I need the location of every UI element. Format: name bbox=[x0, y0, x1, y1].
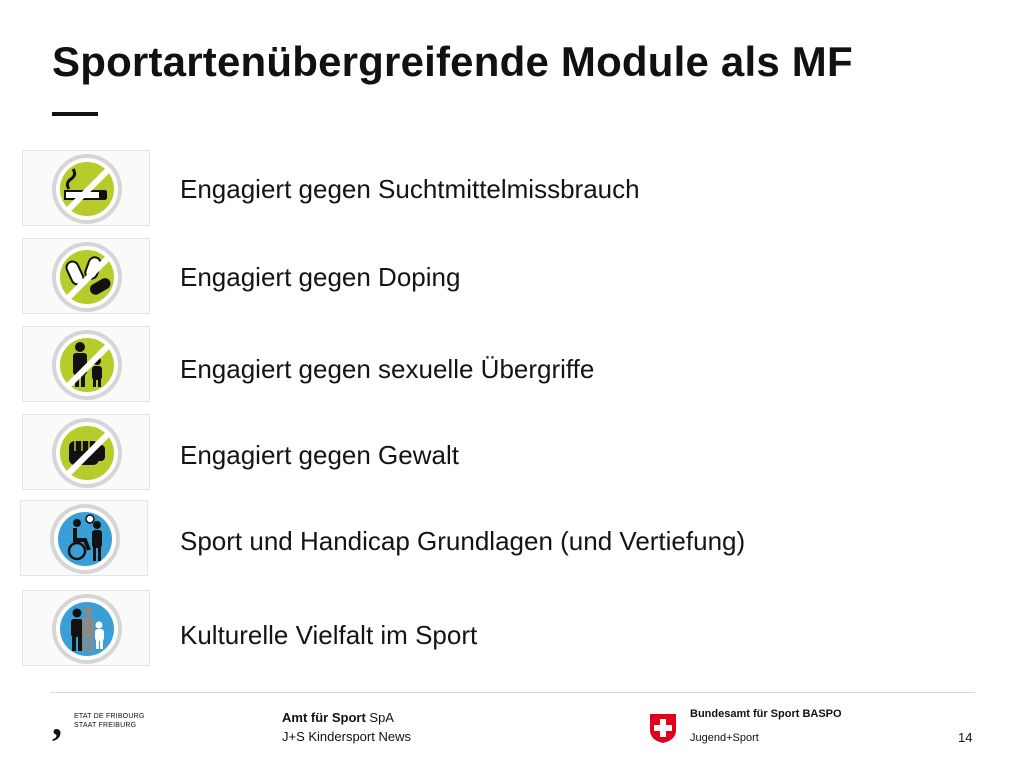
fribourg-logo-text bbox=[74, 712, 144, 730]
icon-frame bbox=[22, 238, 150, 314]
module-label: Engagiert gegen Doping bbox=[180, 262, 461, 292]
no-sexual-abuse-icon bbox=[47, 327, 127, 403]
icon-frame bbox=[20, 500, 148, 576]
office-subtitle: J+S Kindersport News bbox=[282, 729, 411, 744]
module-row-substance-abuse bbox=[0, 150, 1024, 230]
cultural-diversity-icon bbox=[47, 591, 127, 667]
canton-name-de: STAAT FREIBURG bbox=[74, 722, 137, 729]
footer-office bbox=[282, 708, 411, 746]
handicap-sport-icon bbox=[45, 501, 125, 577]
module-row-handicap bbox=[0, 500, 1024, 580]
module-label: Sport und Handicap Grundlagen (und Vertiefung) bbox=[180, 526, 746, 556]
module-row-sexual-abuse bbox=[0, 326, 1024, 406]
swiss-cross-icon bbox=[648, 712, 678, 744]
module-label: Engagiert gegen sexuelle Übergriffe bbox=[180, 354, 595, 384]
slide-title: Sportartenübergreifende Module als MF bbox=[52, 38, 853, 85]
no-smoking-icon bbox=[47, 151, 127, 227]
page-number: 14 bbox=[958, 730, 973, 745]
baspo-label: Bundesamt für Sport BASPO bbox=[690, 708, 842, 720]
office-suffix: SpA bbox=[365, 710, 394, 725]
canton-name-fr: ETAT DE FRIBOURG bbox=[74, 713, 145, 720]
office-name: Amt für Sport bbox=[282, 710, 366, 725]
icon-frame bbox=[22, 150, 150, 226]
footer-divider bbox=[50, 692, 975, 693]
module-label: Engagiert gegen Suchtmittelmissbrauch bbox=[180, 174, 640, 204]
title-underline-dash bbox=[52, 112, 98, 116]
module-row-cultural-diversity bbox=[0, 590, 1024, 670]
fribourg-comma-mark: , bbox=[52, 699, 62, 744]
module-row-doping bbox=[0, 238, 1024, 318]
no-violence-fist-icon bbox=[47, 415, 127, 491]
module-label: Kulturelle Vielfalt im Sport bbox=[180, 620, 478, 650]
module-label: Engagiert gegen Gewalt bbox=[180, 440, 459, 470]
no-doping-pills-icon bbox=[47, 239, 127, 315]
jugend-sport-label: Jugend+Sport bbox=[690, 732, 759, 744]
icon-frame bbox=[22, 414, 150, 490]
icon-frame bbox=[22, 326, 150, 402]
icon-frame bbox=[22, 590, 150, 666]
module-row-violence bbox=[0, 414, 1024, 494]
